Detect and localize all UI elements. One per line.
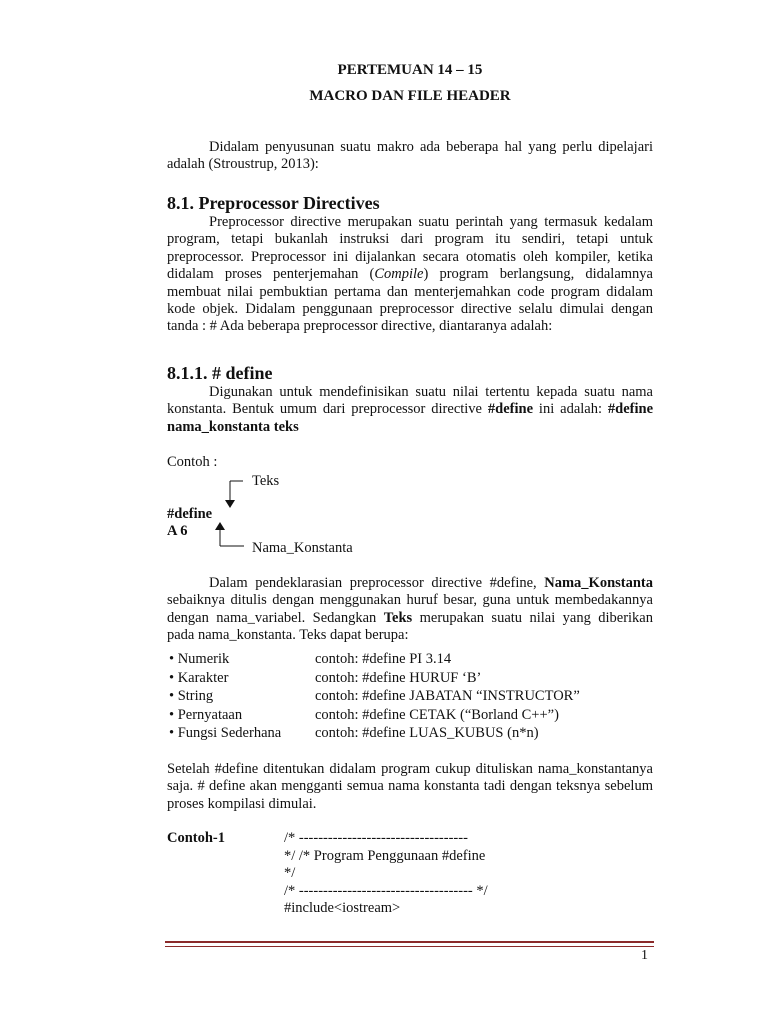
code-line: */ — [284, 865, 296, 881]
contoh-label: Contoh : — [167, 454, 218, 470]
list-item-example: contoh: #define JABATAN “INSTRUCTOR” — [315, 688, 580, 705]
code-block — [284, 830, 488, 918]
p2-text-c: merupakan suatu nilai yang diberikan pada nama_konstanta. Teks dapat berupa: — [167, 609, 653, 644]
nama-konstanta-bold: Nama_Konstanta — [544, 575, 653, 591]
list-item-example: contoh: #define PI 3.14 — [315, 651, 452, 667]
teks-label: Teks — [252, 473, 280, 489]
page-subtitle: MACRO DAN FILE HEADER — [309, 88, 511, 104]
teks-arrowhead — [225, 500, 235, 508]
nama-konstanta-paragraph — [167, 575, 653, 645]
page-number: 1 — [641, 948, 648, 963]
list-item-example: contoh: #define LUAS_KUBUS (n*n) — [315, 725, 539, 742]
define-usage-paragraph: Setelah #define ditentukan didalam program cukup dituliskan nama_konstantanya saja. # define akan mengganti semua nama konstanta tadi dengan teksnya sebelum proses kompilasi dimulai. — [167, 761, 653, 812]
section-heading-8-1-1: 8.1.1. # define — [167, 363, 273, 383]
list-item-type: • String — [169, 688, 214, 705]
page-title: PERTEMUAN 14 – 15 — [337, 62, 483, 78]
list-item — [169, 687, 649, 706]
compile-italic: Compile — [374, 266, 424, 283]
list-item-example: contoh: #define HURUF ‘B’ — [315, 669, 482, 686]
footer-rule-thin — [165, 946, 654, 947]
teks-types-list — [169, 650, 649, 743]
nama-konstanta-label: Nama_Konstanta — [252, 540, 353, 556]
list-item — [169, 650, 649, 669]
list-item-type: • Fungsi Sederhana — [169, 725, 282, 742]
list-item — [169, 706, 649, 725]
list-item-example: contoh: #define CETAK (“Borland C++”) — [315, 706, 559, 723]
define-syntax: #define nama_konstanta teks — [167, 401, 654, 435]
section-heading-8-1: 8.1. Preprocessor Directives — [167, 193, 380, 213]
teks-bold: Teks — [383, 609, 413, 626]
define-keyword: #define — [487, 401, 534, 418]
list-item — [169, 724, 649, 743]
list-item-type: • Pernyataan — [169, 706, 243, 723]
list-item — [169, 669, 649, 688]
code-line: /* ------------------------------------ */ — [284, 882, 488, 899]
code-line: /* ----------------------------------- — [284, 830, 468, 846]
footer-rule-thick — [165, 941, 654, 943]
intro-paragraph: Didalam penyusunan suatu makro ada beberapa hal yang perlu dipelajari adalah (Stroustrup, 2013): — [167, 139, 653, 173]
contoh-1-label: Contoh-1 — [167, 830, 226, 846]
code-line: #include<iostream> — [284, 900, 401, 916]
p2-text-b: sebaiknya ditulis dengan menggunakan huruf besar, guna untuk membedakannya dengan nama_variabel. Sedangkan — [167, 592, 653, 626]
define-intro-text-a: Digunakan untuk mendefinisikan suatu nilai tertentu kepada suatu nama konstanta. Bentuk umum dari preprocessor directive — [167, 384, 653, 418]
list-item-type: • Karakter — [169, 669, 229, 686]
section-8-1-text-a: Preprocessor directive merupakan suatu perintah yang termasuk kedalam program, tetapi bukanlah instruksi dari program itu sendiri, tetapi untuk preprocessor. Preprocessor ini dijalankan secara otomatis oleh kompiler, ketika didalam proses penterjemahan ( — [167, 214, 653, 283]
code-line: */ /* Program Penggunaan #define — [284, 847, 486, 864]
section-8-1-text-b: ) program berlangsung, didalamnya membuat nilai pembuktian pertama dan menterjemahkan code program didalam kode objek. Didalam penggunaan preprocessor directive selalu dimulai dengan tanda : # Ada beberapa preprocessor directive, diantaranya adalah: — [167, 266, 653, 335]
list-item-type: • Numerik — [169, 651, 230, 667]
p2-text-a: Dalam pendeklarasian preprocessor directive #define, — [209, 575, 545, 591]
define-example-line: #define A 6 — [167, 506, 213, 539]
nama-arrowhead — [215, 522, 225, 530]
define-intro-text-b: ini adalah: — [533, 401, 608, 418]
